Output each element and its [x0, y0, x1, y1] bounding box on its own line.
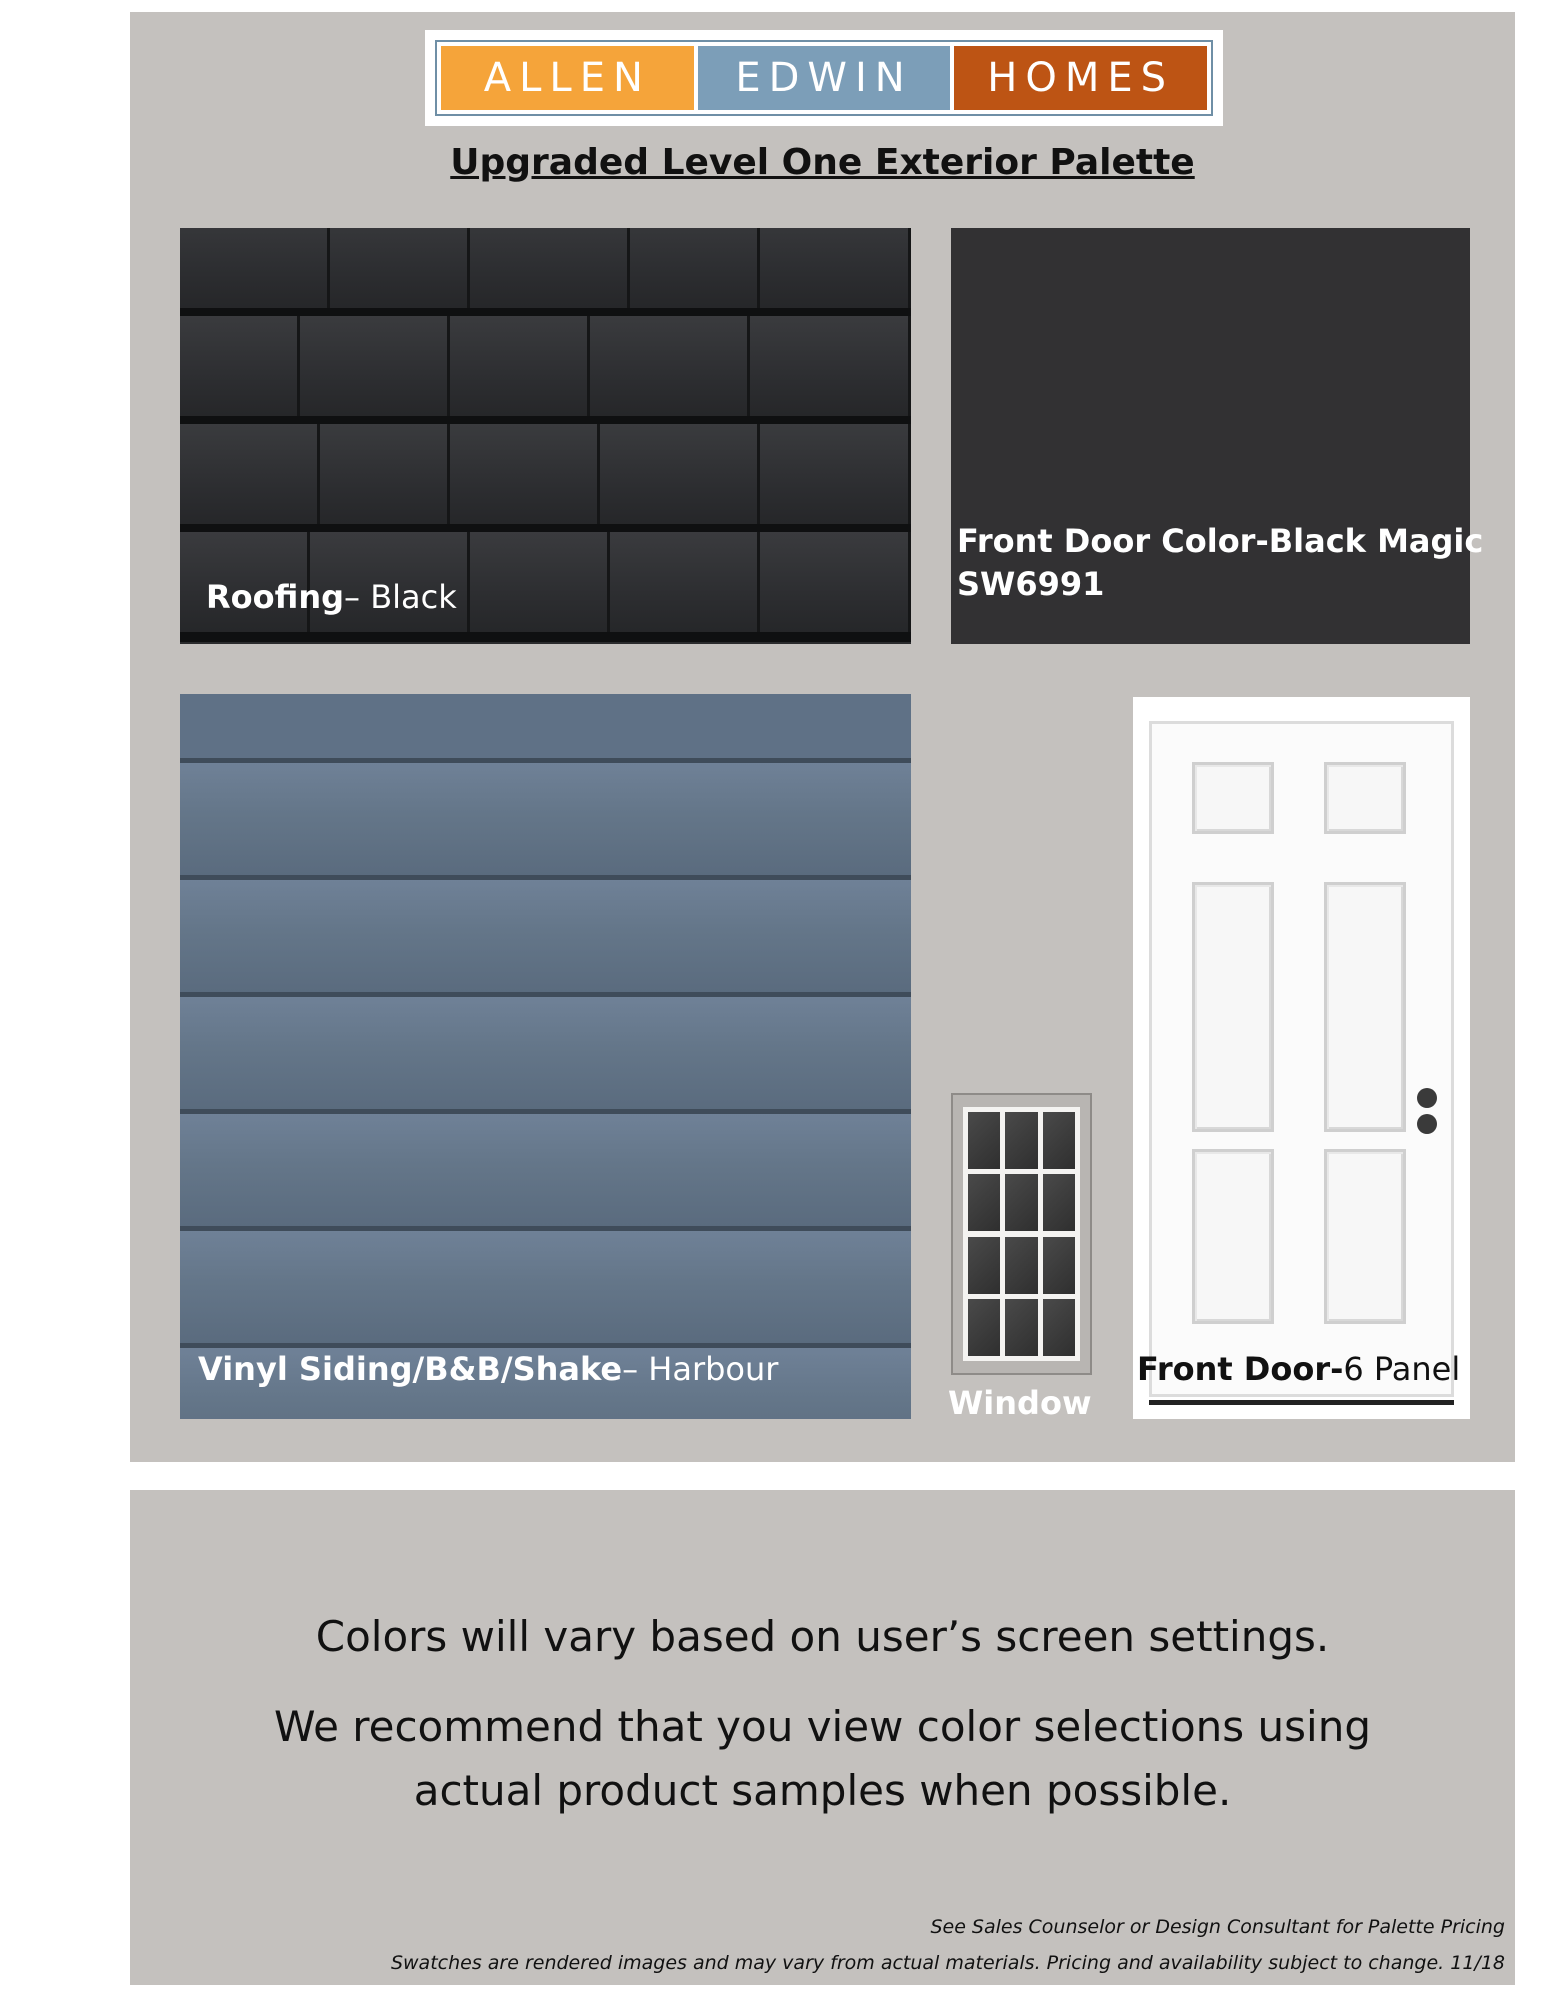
logo-word-edwin: EDWIN: [698, 46, 951, 110]
siding-name: Vinyl Siding/B&B/Shake: [198, 1350, 623, 1388]
front-door-color-name: Front Door Color-Black Magic: [957, 522, 1484, 560]
door-panel: [1324, 762, 1406, 834]
siding-board: [180, 758, 911, 876]
siding-label: [198, 1350, 778, 1388]
window-image: [951, 1093, 1092, 1375]
door-panel: [1192, 1149, 1274, 1324]
door-threshold: [1149, 1400, 1454, 1405]
front-door-color-code: SW6991: [957, 565, 1105, 603]
roofing-label: [206, 578, 457, 616]
page-title: Upgraded Level One Exterior Palette: [450, 142, 1195, 183]
allen-edwin-homes-logo: [425, 30, 1223, 126]
window-frame: [963, 1107, 1080, 1361]
front-door-label: [1137, 1350, 1460, 1388]
door-panel: [1192, 882, 1274, 1132]
vinyl-siding-swatch: [180, 694, 911, 1419]
window-label: Window: [948, 1384, 1092, 1422]
footer-swatch-note: Swatches are rendered images and may vary from actual materials. Pricing and availability subject to change. 11/18: [390, 1952, 1505, 1974]
siding-board: [180, 875, 911, 993]
siding-board: [180, 1109, 911, 1227]
roofing-name: Roofing: [206, 578, 345, 616]
door-panel: [1324, 882, 1406, 1132]
shingle-row: [180, 228, 911, 318]
logo-word-homes: HOMES: [954, 46, 1207, 110]
door-panel: [1324, 1149, 1406, 1324]
siding-board: [180, 1226, 911, 1344]
window-upper-sash: [968, 1112, 1075, 1231]
shingle-gap: [180, 632, 911, 642]
disclaimer-line-2: We recommend that you view color selections using: [274, 1702, 1371, 1751]
front-door-image: [1133, 697, 1470, 1419]
door-lock: [1417, 1114, 1437, 1134]
door-slab: [1149, 721, 1454, 1397]
shingle-row: [180, 316, 911, 426]
roofing-value: – Black: [344, 578, 457, 616]
disclaimer-line-3: actual product samples when possible.: [413, 1766, 1232, 1815]
siding-value: – Harbour: [622, 1350, 779, 1388]
door-knob: [1417, 1088, 1437, 1108]
footer-pricing-note: See Sales Counselor or Design Consultant for Palette Pricing: [930, 1916, 1505, 1938]
shingle-row: [180, 424, 911, 534]
front-door-value: 6 Panel: [1343, 1350, 1461, 1388]
door-panel: [1192, 762, 1274, 834]
siding-board: [180, 992, 911, 1110]
disclaimer-line-1: Colors will vary based on user’s screen settings.: [315, 1612, 1330, 1661]
logo-word-allen: ALLEN: [441, 46, 694, 110]
window-lower-sash: [968, 1237, 1075, 1356]
front-door-name: Front Door-: [1137, 1350, 1344, 1388]
